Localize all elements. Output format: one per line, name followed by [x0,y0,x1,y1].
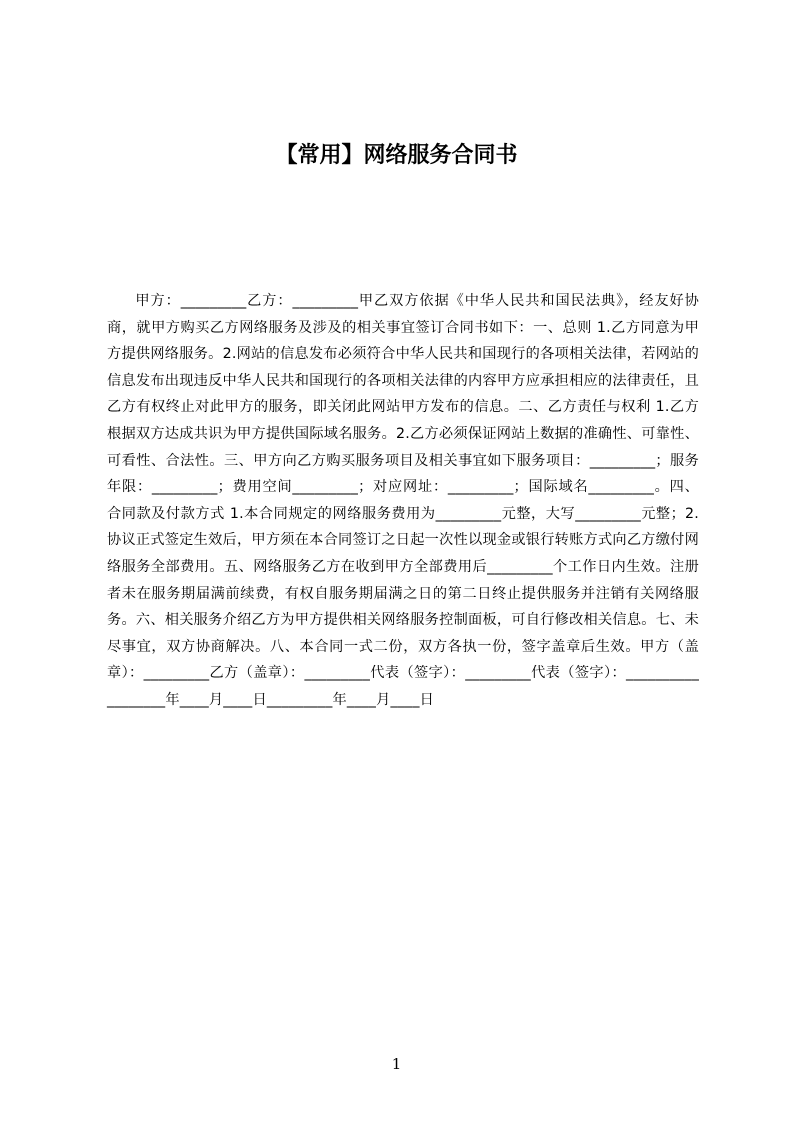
document-title: 【常用】网络服务合同书 [275,143,518,168]
page-number: 1 [391,1055,402,1073]
contract-body: 甲方：_________乙方：_________甲乙双方依据《中华人民共和国民法典》，经友好协商，就甲方购买乙方网络服务及涉及的相关事宜签订合同书如下：一、总则 1.乙方同意为甲方提供网络服务。2.网站的信息发布必须符合中华人民共和国现行的各项相关法律，若网站的信息发布出现违反中华人民共和国现行的各项相关法律的内容甲方应承担相应的法律责任，且乙方有权终止对此甲方的服务，即关闭此网站甲方发布的信息。二、乙方责任与权利 1.乙方根据双方达成共识为甲方提供国际域名服务。2.乙方必须保证网站上数据的准确性、可靠性、可看性、合法性。三、甲方向乙方购买服务项目及相关事宜如下服务项目：_________；服务年限：_________；费用空间_________；对应网址：_________；国际域名_________。四、合同款及付款方式 1.本合同规定的网络服务费用为_________元整，大写_________元整；2.协议正式签定生效后，甲方须在本合同签订之日起一次性以现金或银行转账方式向乙方缴付网络服务全部费用。五、网络服务乙方在收到甲方全部费用后_________个工作日内生效。注册者未在服务期届满前续费，有权自服务期届满之日的第二日终止提供服务并注销有关网络服务。六、相关服务介绍乙方为甲方提供相关网络服务控制面板，可自行修改相关信息。七、未尽事宜，双方协商解决。八、本合同一式二份，双方各执一份，签字盖章后生效。甲方（盖章）：_________乙方（盖章）：_________代表（签字）：_________代表（签字）：__________________年____月____日_________年____月____日 [107,293,699,708]
